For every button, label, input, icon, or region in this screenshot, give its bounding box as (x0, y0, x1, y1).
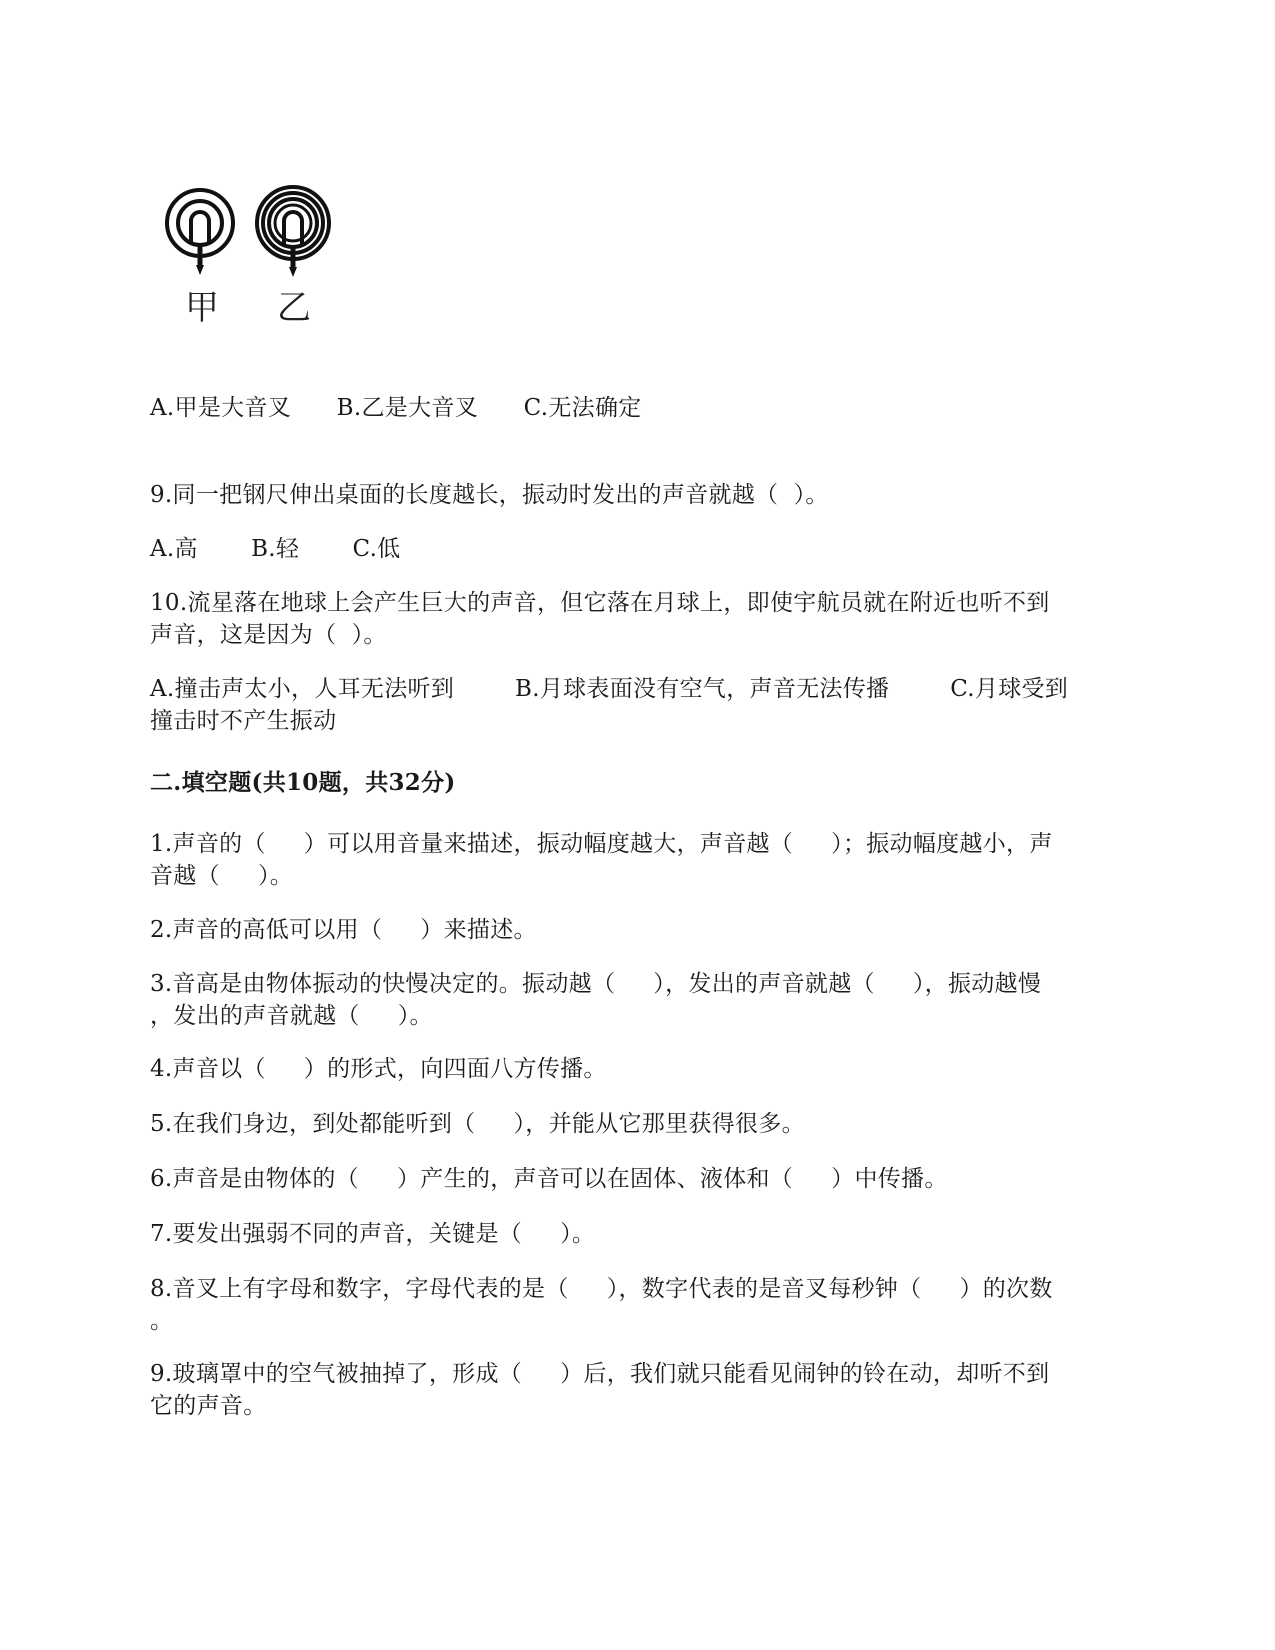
q9-stem: 9.同一把钢尺伸出桌面的长度越长，振动时发出的声音就越（ ）。 (150, 482, 829, 508)
fill-q5: 5.在我们身边，到处都能听到（ ），并能从它那里获得很多。 (150, 1111, 805, 1137)
fill-q8-line1: 8.音叉上有字母和数字，字母代表的是（ ），数字代表的是音叉每秒钟（ ）的次数 (150, 1276, 1053, 1302)
fill-q2: 2.声音的高低可以用（ ）来描述。 (150, 917, 537, 943)
q9-options: A.高 B.轻 C.低 (150, 536, 401, 562)
q10-options-line1: A.撞击声太小，人耳无法听到 B.月球表面没有空气，声音无法传播 C.月球受到 (150, 676, 1069, 702)
fill-q3-line1: 3.音高是由物体振动的快慢决定的。振动越（ ），发出的声音就越（ ），振动越慢 (150, 971, 1042, 997)
fill-q3-line2: ，发出的声音就越（ ）。 (150, 1003, 433, 1029)
fill-q7: 7.要发出强弱不同的声音，关键是（ ）。 (150, 1221, 596, 1247)
tuning-fork-yi-icon (257, 187, 329, 277)
fill-q8-line2: 。 (150, 1308, 174, 1334)
fill-q4: 4.声音以（ ）的形式，向四面八方传播。 (150, 1056, 607, 1082)
fill-q1-line2: 音越（ ）。 (150, 863, 294, 889)
fill-q9-line1: 9.玻璃罩中的空气被抽掉了，形成（ ）后，我们就只能看见闹钟的铃在动，却听不到 (150, 1361, 1050, 1387)
fill-q1-line1: 1.声音的（ ）可以用音量来描述，振动幅度越大，声音越（ ）；振动幅度越小，声 (150, 831, 1053, 857)
fill-q6: 6.声音是由物体的（ ）产生的，声音可以在固体、液体和（ ）中传播。 (150, 1166, 948, 1192)
q10-stem-line2: 声音，这是因为（ ）。 (150, 622, 387, 648)
q10-options-line2: 撞击时不产生振动 (150, 708, 337, 734)
q10-stem-line1: 10.流星落在地球上会产生巨大的声音，但它落在月球上，即使宇航员就在附近也听不到 (150, 590, 1050, 616)
tuning-fork-icons (165, 185, 345, 285)
tuning-fork-figure (165, 185, 345, 328)
tuning-fork-jia-icon (167, 190, 233, 275)
fill-q9-line2: 它的声音。 (150, 1393, 267, 1419)
figure-label-yi: 乙 (277, 288, 311, 328)
section-heading: 二.填空题(共10题，共32分) (150, 769, 456, 796)
figure-label-jia: 甲 (185, 288, 219, 328)
q8-options: A.甲是大音叉 B.乙是大音叉 C.无法确定 (150, 395, 642, 421)
